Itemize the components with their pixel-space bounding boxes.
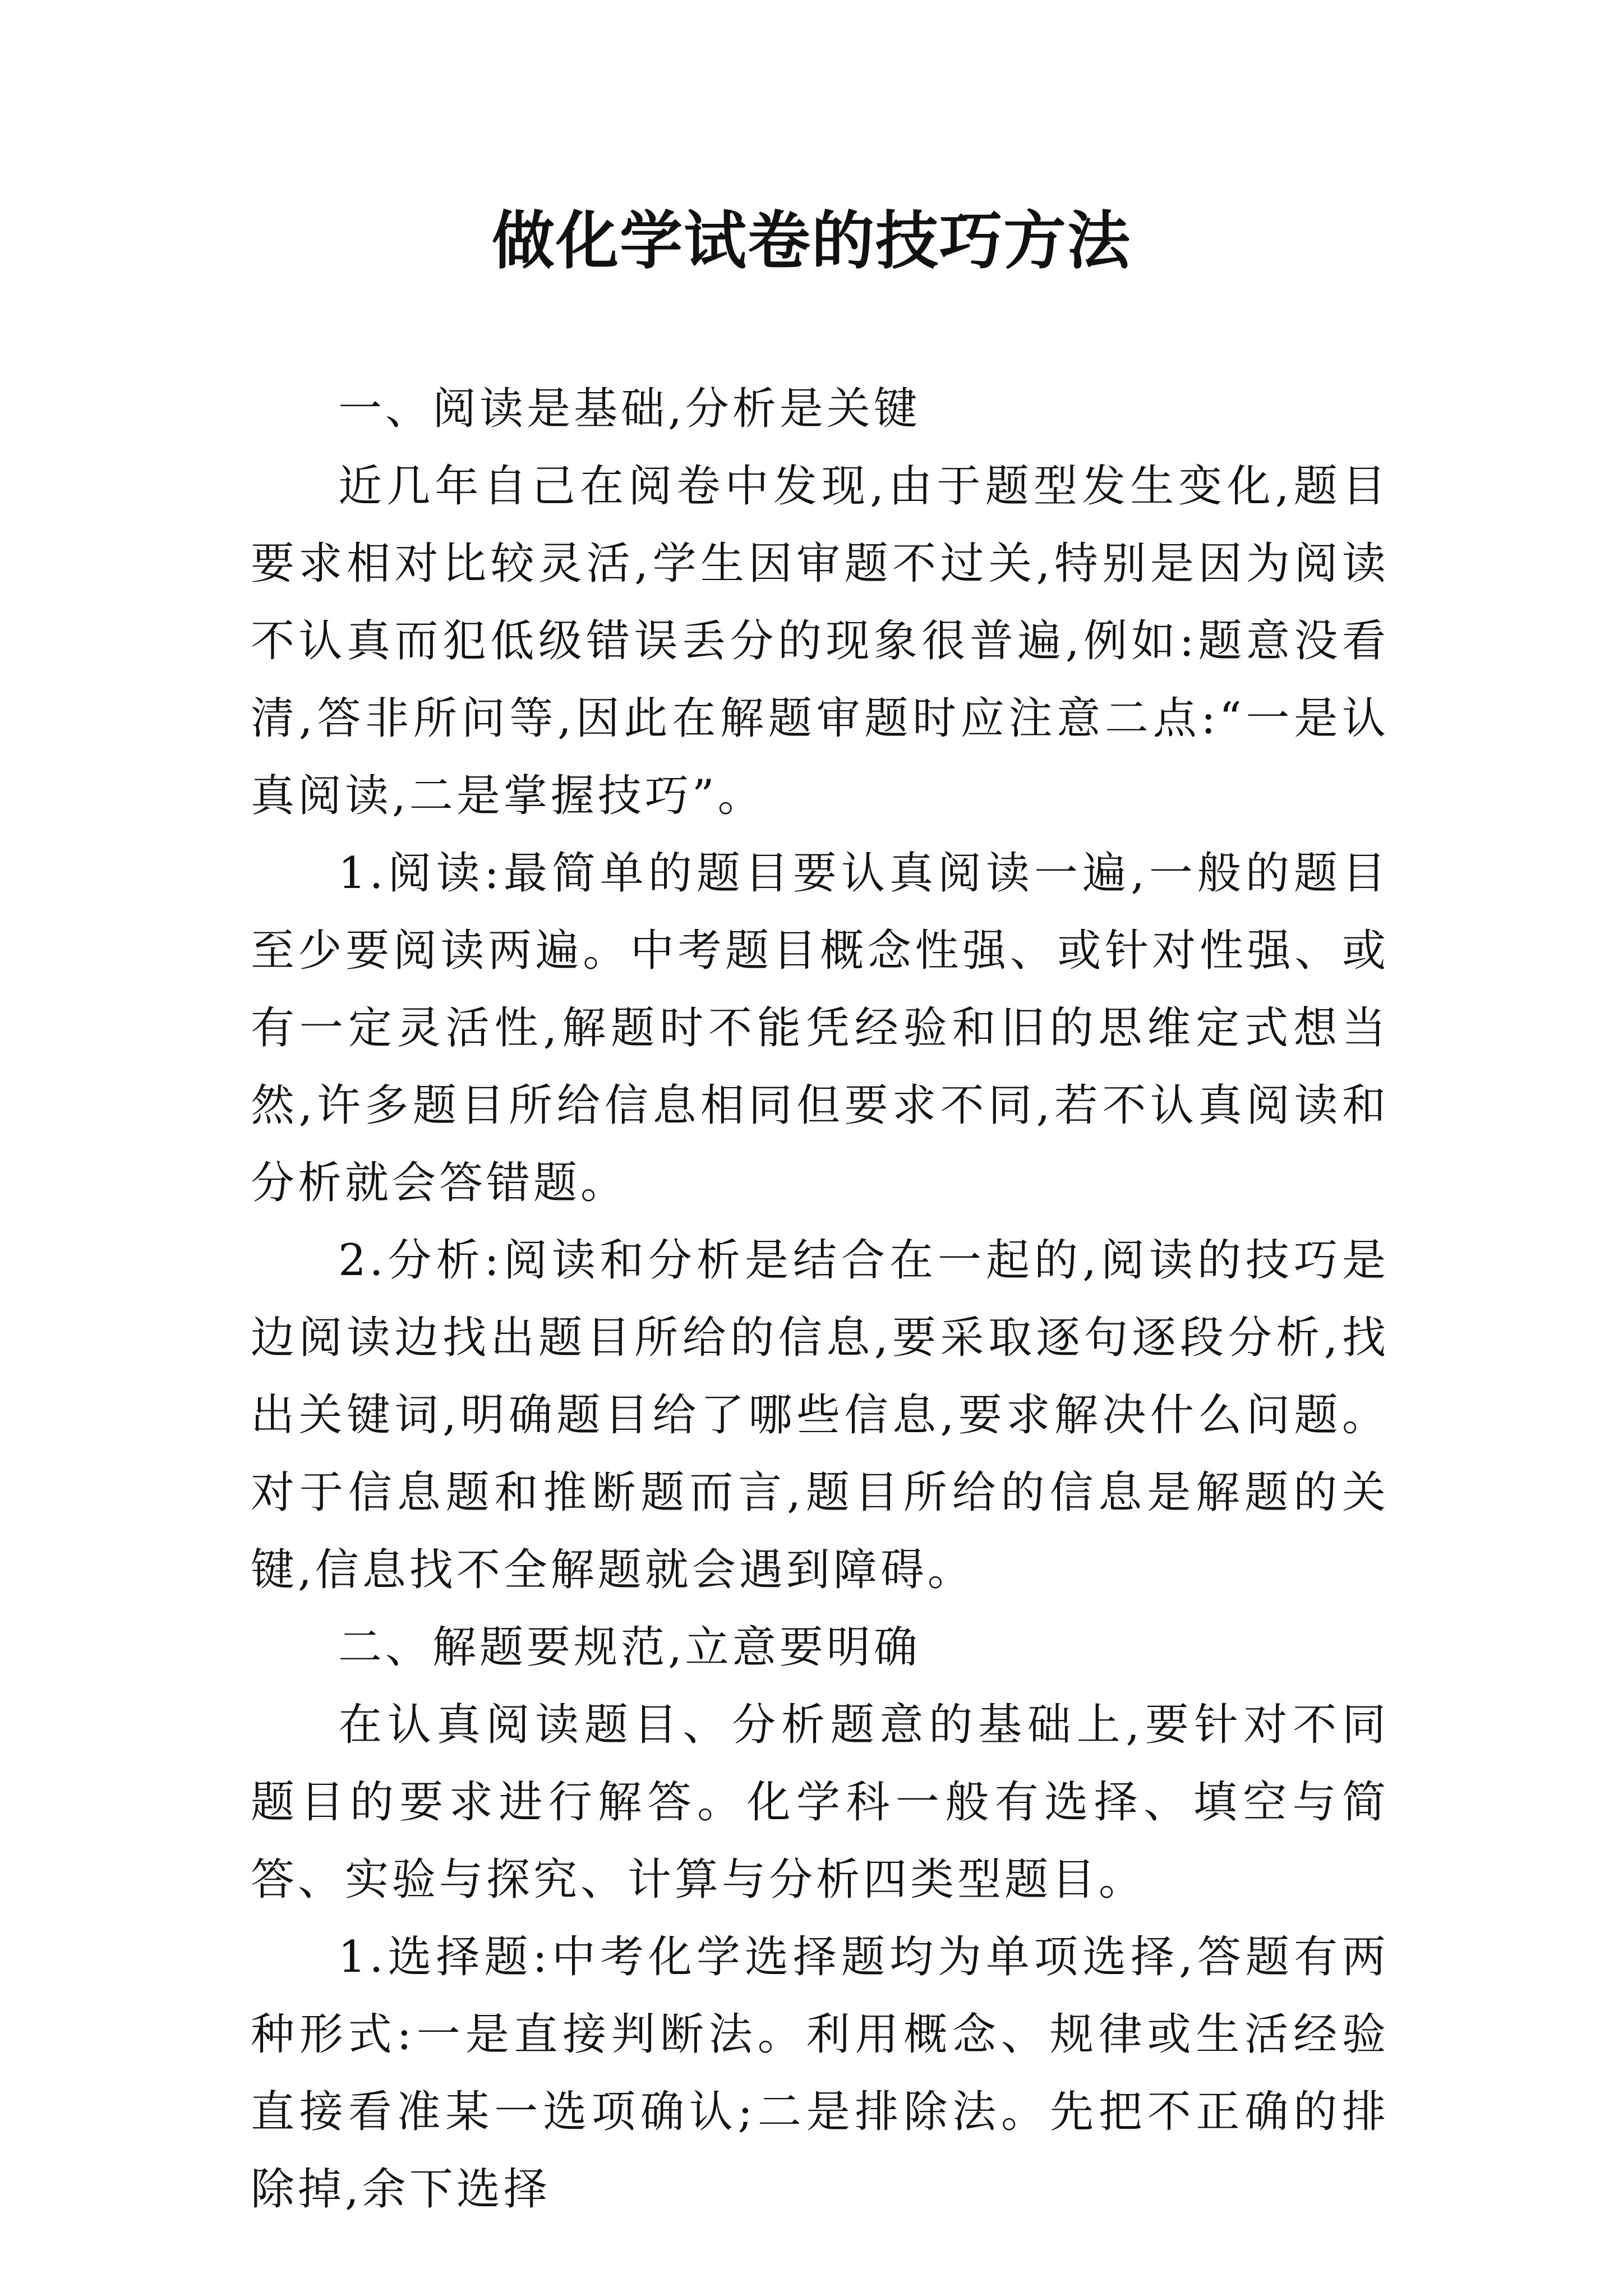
paragraph: 近几年自己在阅卷中发现,由于题型发生变化,题目要求相对比较灵活,学生因审题不过关,特别是因为阅读不认真而犯低级错误丢分的现象很普遍,例如:题意没看清,答非所问等,因此在解题审题时应注意二点:“一是认真阅读,二是掌握技巧”。 [251, 461, 1389, 821]
paragraph: 2.分析:阅读和分析是结合在一起的,阅读的技巧是边阅读边找出题目所给的信息,要采取逐句逐段分析,找出关键词,明确题目给了哪些信息,要求解决什么问题。对于信息题和推断题而言,题目所给的信息是解题的关键,信息找不全解题就会遇到障碍。 [251, 1235, 1389, 1595]
paragraph: 1.选择题:中考化学选择题均为单项选择,答题有两种形式:一是直接判断法。利用概念、规律或生活经验直接看准某一选项确认;二是排除法。先把不正确的排除掉,余下选择 [251, 1932, 1389, 2215]
document-title: 做化学试卷的技巧方法 [492, 204, 1131, 278]
paragraph: 在认真阅读题目、分析题意的基础上,要针对不同题目的要求进行解答。化学科一般有选择、填空与简答、实验与探究、计算与分析四类型题目。 [251, 1700, 1389, 1905]
section-heading-1: 一、阅读是基础,分析是关键 [338, 384, 921, 434]
section-heading-2: 二、解题要规范,立意要明确 [338, 1622, 921, 1673]
document-body [251, 370, 1389, 2228]
paragraph: 1.阅读:最简单的题目要认真阅读一遍,一般的题目至少要阅读两遍。中考题目概念性强、或针对性强、或有一定灵活性,解题时不能凭经验和旧的思维定式想当然,许多题目所给信息相同但要求不同,若不认真阅读和分析就会答错题。 [251, 848, 1389, 1208]
